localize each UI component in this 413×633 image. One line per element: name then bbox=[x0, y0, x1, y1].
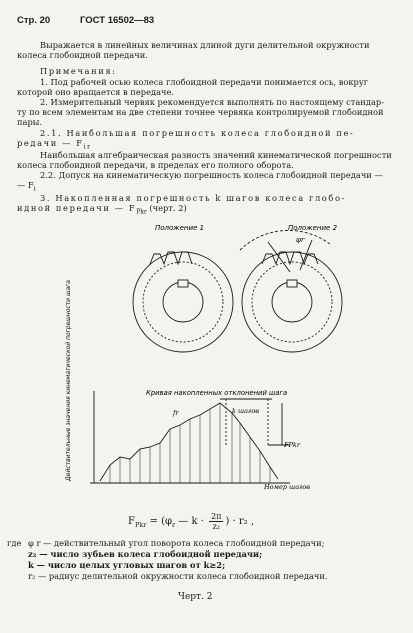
legend-prefix: где bbox=[7, 538, 22, 548]
section-2-1: 2.1. Наибольшая погрешность колеса глобоидной пе- bbox=[40, 128, 355, 138]
section-2-2: — $F_i$ bbox=[17, 180, 36, 193]
curve-label: Кривая накопленных отклонений шага bbox=[146, 389, 288, 397]
gear-figures bbox=[0, 220, 413, 380]
note-1: 1. Под рабочей осью колеса глобоидной передачи понимается ось, вокруг bbox=[40, 77, 369, 87]
legend-line: φ r — действительный угол поворота колеса глобоидной передачи; bbox=[28, 538, 325, 548]
standard-code: ГОСТ 16502—83 bbox=[80, 15, 155, 26]
figure-caption: Черт. 2 bbox=[178, 592, 213, 602]
body-line: Выражается в линейных величинах длиной дуги делительной окружности bbox=[40, 40, 370, 50]
position-2-label: Положение 2 bbox=[288, 224, 338, 232]
phi-label: φr bbox=[296, 236, 305, 244]
legend-line: r₂ — радиус делительной окружности колеса глобоидной передачи. bbox=[28, 571, 328, 581]
section-2-2: 2.2. Допуск на кинематическую погрешность колеса глобоидной передачи — bbox=[40, 170, 383, 180]
fpkr-label: FPkr bbox=[284, 441, 300, 449]
fr-label: fr bbox=[173, 409, 179, 417]
legend-line: z₂ — число зубьев колеса глобоидной передачи; bbox=[28, 549, 263, 559]
section-3: 3. Накопленная погрешность k шагов колеса глобо- bbox=[40, 193, 347, 203]
section-3: идной передачи — $F_{Pkr}$ (черт. 2) bbox=[17, 203, 187, 216]
notes-title: Примечания: bbox=[40, 66, 117, 76]
body-line: колеса глобоидной передачи. bbox=[17, 50, 148, 60]
note-2: пары. bbox=[17, 117, 43, 127]
step-number-label: Номер шагов bbox=[264, 483, 311, 491]
note-1: которой оно вращается в передаче. bbox=[17, 87, 175, 97]
formula: $F_{Pkr} = (\varphi_r$ — k · $\frac{2\pi}{\text{z₂}}$ ) · r₂ , bbox=[128, 512, 255, 531]
k-step-label: k шагов bbox=[232, 407, 260, 415]
page-number: Стр. 20 bbox=[17, 15, 51, 26]
position-1-label: Положение 1 bbox=[155, 224, 205, 232]
y-axis-label: Действительные значения кинематической погрешности шага bbox=[65, 280, 72, 481]
legend-line: k — число целых угловых шагов от k≥2; bbox=[28, 560, 226, 570]
note-2: ту по всем элементам на две степени точнее червяка контролируемой глобоидной bbox=[17, 107, 384, 117]
note-2: 2. Измерительный червяк рекомендуется выполнять по настоящему стандар- bbox=[40, 97, 385, 107]
deviation-graph bbox=[0, 280, 413, 500]
section-2-1-text: Наибольшая алгебраическая разность значений кинематической погрешности bbox=[40, 150, 392, 160]
section-2-1-text: колеса глобоидной передачи, в пределах его полного оборота. bbox=[17, 160, 294, 170]
section-2-1: редачи — $F_{ir}$ bbox=[17, 138, 92, 151]
